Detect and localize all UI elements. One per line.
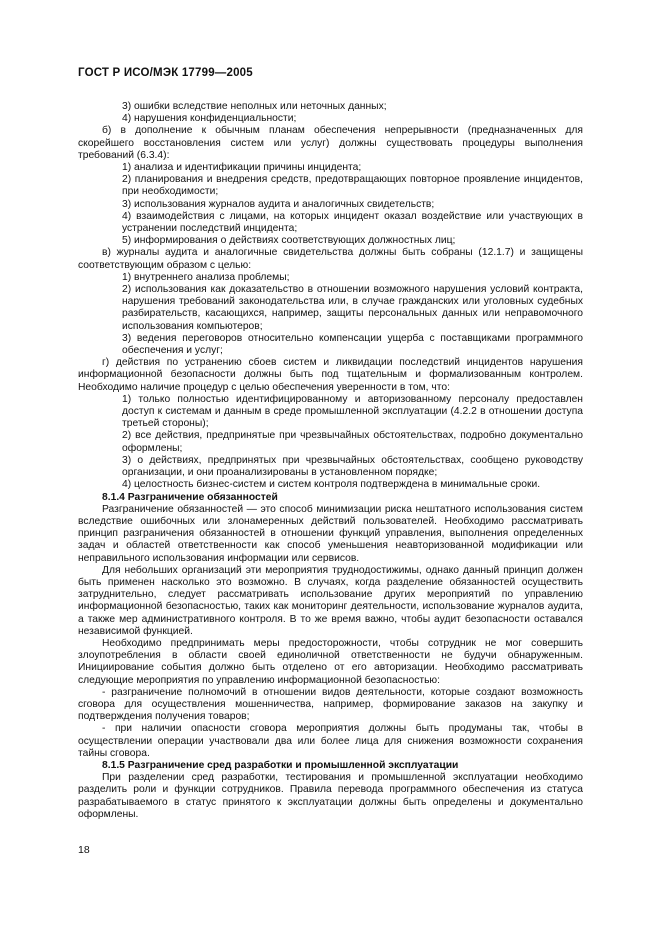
paragraph: г) действия по устранению сбоев систем и ликвидации последствий инцидентов нарушения информационной безопасности должны быть под тщательным и формализованным контролем. Необходимо наличие процедур с целью обеспечения уверенности в том, что:	[78, 357, 583, 393]
list-item: 4) нарушения конфиденциальности;	[122, 113, 297, 125]
paragraph: Разграничение обязанностей — это способ минимизации риска нештатного использования систем вследствие ошибочных или злонамеренных действий пользователей. Необходимо рассматривать принцип разграничения обязанностей в отношении функций управления, выполнения определенных задач и областей ответственности как способ уменьшения неавторизованной модификации или неправильного использования информации или сервисов.	[78, 503, 583, 564]
paragraph: б) в дополнение к обычным планам обеспечения непрерывности (предназначенных для скорейшего восстановления систем или услуг) должны существовать процедуры выполнения требований (6.3.4):	[78, 125, 583, 161]
paragraph: в) журналы аудита и аналогичные свидетельства должны быть собраны (12.1.7) и защищены соответствующим образом с целью:	[78, 247, 583, 271]
paragraph: - разграничение полномочий в отношении видов деятельности, которые создают возможность сговора для осуществления мошенничества, например, формирование заказов на закупку и подтверждения получения товаров;	[78, 686, 583, 723]
paragraph: Необходимо предпринимать меры предосторожности, чтобы сотрудник не мог совершить злоупотребления в области своей единоличной ответственности не будучи обнаруженным. Инициирование события должно быть отделено от его авторизации. Необходимо рассматривать следующие мероприятия по управлению информационной безопасностью:	[78, 637, 583, 686]
list-item: 3) ведения переговоров относительно компенсации ущерба с поставщиками программного обеспечения и услуг;	[122, 332, 583, 357]
list-item: 2) планирования и внедрения средств, предотвращающих повторное проявление инцидентов, при необходимости;	[122, 174, 583, 198]
paragraph: - при наличии опасности сговора мероприятия должны быть продуманы так, чтобы в осуществлении операции участвовали два или более лица для снижения возможности сохранения тайны сговора.	[78, 723, 583, 759]
list-item: 2) использования как доказательство в отношении возможного нарушения условий контракта, нарушения требований законодательства или, в случае гражданских или уголовных судебных разбирательств, касающихся, например, защиты персональных данных или неправомочного использования компьютеров;	[122, 284, 583, 332]
list-item: 5) информирования о действиях соответствующих должностных лиц;	[122, 235, 456, 247]
document-body	[78, 101, 583, 821]
list-item: 3) ошибки вследствие неполных или неточных данных;	[122, 101, 387, 112]
list-item: 1) внутреннего анализа проблемы;	[122, 271, 290, 283]
document-header: ГОСТ Р ИСО/МЭК 17799—2005	[78, 67, 253, 79]
page-number: 18	[78, 844, 90, 856]
list-item: 4) целостность бизнес-систем и систем контроля подтверждена в минимальные сроки.	[122, 479, 541, 491]
document-page	[78, 66, 583, 821]
list-item: 1) только полностью идентифицированному и авторизованному персоналу предоставлен доступ к системам и данным в среде промышленной эксплуатации (4.2.2 в отношении доступа третьей стороны);	[122, 393, 583, 430]
list-item: 1) анализа и идентификации причины инцидента;	[122, 162, 362, 174]
list-item: 2) все действия, предпринятые при чрезвычайных обстоятельствах, подробно документально оформлены;	[122, 430, 583, 454]
paragraph: При разделении сред разработки, тестирования и промышленной эксплуатации необходимо разделить роли и функции сотрудников. Правила перевода программного обеспечения из статуса разрабатываемого в статус принятого к эксплуатации должны быть определены и документально оформлены.	[78, 772, 583, 820]
section-heading: 8.1.4 Разграничение обязанностей	[102, 491, 278, 503]
list-item: 3) о действиях, предпринятых при чрезвычайных обстоятельствах, сообщено руководству организации, и они проанализированы в установленном порядке;	[122, 454, 583, 479]
section-heading: 8.1.5 Разграничение сред разработки и промышленной эксплуатации	[102, 759, 459, 771]
paragraph: Для небольших организаций эти мероприятия труднодостижимы, однако данный принцип должен быть применен насколько это возможно. В случаях, когда разделение обязанностей осуществить затруднительно, следует рассматривать использование других мероприятий по управлению информационной безопасностью, таких как мониторинг деятельности, использование журналов аудита, а также мер административного контроля. В то же время важно, чтобы аудит безопасности оставался независимой функцией.	[78, 564, 583, 637]
list-item: 3) использования журналов аудита и аналогичных свидетельств;	[122, 198, 435, 210]
list-item: 4) взаимодействия с лицами, на которых инцидент оказал воздействие или участвующих в устранении последствий инцидента;	[122, 210, 583, 235]
